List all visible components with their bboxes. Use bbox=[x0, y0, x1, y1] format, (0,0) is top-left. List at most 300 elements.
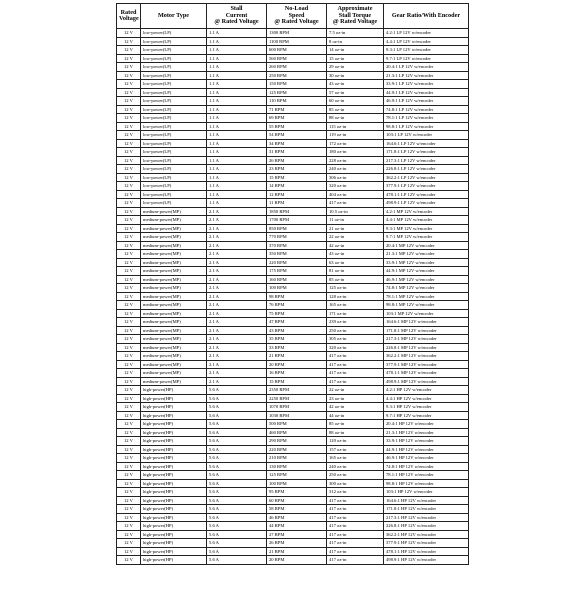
cell-motor-type: high-power(HP) bbox=[141, 437, 207, 446]
header-row bbox=[117, 4, 469, 29]
cell-rated-voltage: 12 V bbox=[117, 403, 141, 412]
cell-gear-ratio: 4.2:1 HP 12V w/encoder bbox=[384, 386, 469, 395]
cell-rated-voltage: 12 V bbox=[117, 258, 141, 267]
cell-gear-ratio: 46.9:1 LP 12V w/encoder bbox=[384, 97, 469, 106]
table-row bbox=[117, 173, 469, 182]
table-row bbox=[117, 360, 469, 369]
cell-stall-current: 2.1 A bbox=[207, 207, 267, 216]
table-row bbox=[117, 29, 469, 38]
header-stall-torque: Approximate Stall Torque @ Rated Voltage bbox=[327, 4, 384, 29]
cell-motor-type: high-power(HP) bbox=[141, 530, 207, 539]
cell-rated-voltage: 12 V bbox=[117, 377, 141, 386]
cell-no-load-speed: 1700 RPM bbox=[267, 216, 327, 225]
cell-rated-voltage: 12 V bbox=[117, 105, 141, 114]
cell-stall-torque: 417 oz-in bbox=[327, 539, 384, 548]
cell-rated-voltage: 12 V bbox=[117, 114, 141, 123]
table-row bbox=[117, 97, 469, 106]
cell-stall-torque: 128 oz-in bbox=[327, 292, 384, 301]
cell-stall-torque: 228 oz-in bbox=[327, 156, 384, 165]
cell-rated-voltage: 12 V bbox=[117, 488, 141, 497]
cell-stall-torque: 8 oz-in bbox=[327, 37, 384, 46]
cell-stall-current: 1.1 A bbox=[207, 29, 267, 38]
cell-no-load-speed: 370 RPM bbox=[267, 241, 327, 250]
cell-rated-voltage: 12 V bbox=[117, 369, 141, 378]
cell-stall-current: 5.6 A bbox=[207, 454, 267, 463]
cell-stall-torque: 240 oz-in bbox=[327, 165, 384, 174]
cell-motor-type: high-power(HP) bbox=[141, 428, 207, 437]
cell-no-load-speed: 500 RPM bbox=[267, 420, 327, 429]
cell-rated-voltage: 12 V bbox=[117, 547, 141, 556]
table-row bbox=[117, 556, 469, 565]
cell-stall-torque: 30 oz-in bbox=[327, 71, 384, 80]
cell-stall-torque: 306 oz-in bbox=[327, 173, 384, 182]
cell-no-load-speed: 125 RPM bbox=[267, 88, 327, 97]
table-row bbox=[117, 190, 469, 199]
cell-stall-torque: 172 oz-in bbox=[327, 139, 384, 148]
cell-no-load-speed: 210 RPM bbox=[267, 454, 327, 463]
cell-motor-type: high-power(HP) bbox=[141, 547, 207, 556]
cell-motor-type: high-power(HP) bbox=[141, 522, 207, 531]
cell-motor-type: medium-power(MP) bbox=[141, 258, 207, 267]
cell-gear-ratio: 44.9:1 HP 12V w/encoder bbox=[384, 445, 469, 454]
table-row bbox=[117, 513, 469, 522]
cell-stall-current: 1.1 A bbox=[207, 122, 267, 131]
cell-gear-ratio: 164.6:1 HP 12V w/encoder bbox=[384, 496, 469, 505]
cell-stall-torque: 57 oz-in bbox=[327, 88, 384, 97]
cell-stall-torque: 42 oz-in bbox=[327, 241, 384, 250]
cell-stall-torque: 88 oz-in bbox=[327, 114, 384, 123]
cell-gear-ratio: 171.8:1 HP 12V w/encoder bbox=[384, 505, 469, 514]
cell-no-load-speed: 100 RPM bbox=[267, 479, 327, 488]
cell-motor-type: medium-power(MP) bbox=[141, 233, 207, 242]
cell-gear-ratio: 98.8:1 LP 12V w/encoder bbox=[384, 122, 469, 131]
cell-motor-type: high-power(HP) bbox=[141, 488, 207, 497]
cell-rated-voltage: 12 V bbox=[117, 437, 141, 446]
cell-stall-torque: 119 oz-in bbox=[327, 131, 384, 140]
cell-gear-ratio: 377.9:1 HP 12V w/encoder bbox=[384, 539, 469, 548]
cell-stall-torque: 125 oz-in bbox=[327, 284, 384, 293]
cell-motor-type: medium-power(MP) bbox=[141, 326, 207, 335]
cell-stall-current: 2.1 A bbox=[207, 352, 267, 361]
table-row bbox=[117, 343, 469, 352]
cell-gear-ratio: 33.9:1 HP 12V w/encoder bbox=[384, 437, 469, 446]
header-no-load-speed: No-Load Speed @ Rated Voltage bbox=[267, 4, 327, 29]
cell-gear-ratio: 98.8:1 HP 12V w/encoder bbox=[384, 479, 469, 488]
cell-rated-voltage: 12 V bbox=[117, 318, 141, 327]
table-row bbox=[117, 530, 469, 539]
cell-gear-ratio: 171.8:1 LP 12V w/encoder bbox=[384, 148, 469, 157]
cell-gear-ratio: 226.8:1 MP 12V w/encoder bbox=[384, 343, 469, 352]
cell-rated-voltage: 12 V bbox=[117, 292, 141, 301]
cell-motor-type: low-power(LP) bbox=[141, 63, 207, 72]
cell-gear-ratio: 33.9:1 LP 12V w/encoder bbox=[384, 80, 469, 89]
table-row bbox=[117, 105, 469, 114]
cell-stall-current: 2.1 A bbox=[207, 326, 267, 335]
cell-rated-voltage: 12 V bbox=[117, 250, 141, 259]
cell-stall-torque: 15 oz-in bbox=[327, 54, 384, 63]
cell-no-load-speed: 16 RPM bbox=[267, 369, 327, 378]
cell-motor-type: high-power(HP) bbox=[141, 403, 207, 412]
cell-rated-voltage: 12 V bbox=[117, 131, 141, 140]
cell-stall-current: 5.6 A bbox=[207, 496, 267, 505]
cell-stall-current: 1.1 A bbox=[207, 105, 267, 114]
cell-rated-voltage: 12 V bbox=[117, 216, 141, 225]
table-header bbox=[117, 4, 469, 29]
cell-stall-current: 5.6 A bbox=[207, 403, 267, 412]
cell-no-load-speed: 175 RPM bbox=[267, 267, 327, 276]
table-row bbox=[117, 369, 469, 378]
cell-rated-voltage: 12 V bbox=[117, 71, 141, 80]
motor-spec-table bbox=[116, 3, 469, 565]
cell-motor-type: medium-power(MP) bbox=[141, 318, 207, 327]
cell-stall-torque: 115 oz-in bbox=[327, 122, 384, 131]
cell-rated-voltage: 12 V bbox=[117, 29, 141, 38]
cell-stall-current: 2.1 A bbox=[207, 275, 267, 284]
table-row bbox=[117, 326, 469, 335]
cell-motor-type: medium-power(MP) bbox=[141, 207, 207, 216]
cell-motor-type: medium-power(MP) bbox=[141, 284, 207, 293]
cell-stall-torque: 165 oz-in bbox=[327, 301, 384, 310]
cell-no-load-speed: 2350 RPM bbox=[267, 386, 327, 395]
cell-motor-type: low-power(LP) bbox=[141, 80, 207, 89]
cell-gear-ratio: 498.9:1 MP 12V w/encoder bbox=[384, 377, 469, 386]
table-row bbox=[117, 420, 469, 429]
cell-stall-current: 2.1 A bbox=[207, 301, 267, 310]
cell-motor-type: low-power(LP) bbox=[141, 148, 207, 157]
cell-gear-ratio: 20.4:1 MP 12V w/encoder bbox=[384, 241, 469, 250]
cell-rated-voltage: 12 V bbox=[117, 97, 141, 106]
cell-gear-ratio: 9.7:1 MP 12V w/encoder bbox=[384, 233, 469, 242]
cell-stall-current: 2.1 A bbox=[207, 335, 267, 344]
cell-motor-type: low-power(LP) bbox=[141, 97, 207, 106]
cell-stall-current: 5.6 A bbox=[207, 471, 267, 480]
cell-no-load-speed: 350 RPM bbox=[267, 250, 327, 259]
cell-no-load-speed: 220 RPM bbox=[267, 445, 327, 454]
cell-stall-current: 1.1 A bbox=[207, 97, 267, 106]
table-row bbox=[117, 46, 469, 55]
table-row bbox=[117, 216, 469, 225]
motor-spec-sheet bbox=[116, 3, 468, 565]
cell-motor-type: medium-power(MP) bbox=[141, 292, 207, 301]
cell-stall-torque: 42 oz-in bbox=[327, 403, 384, 412]
table-row bbox=[117, 496, 469, 505]
table-row bbox=[117, 233, 469, 242]
cell-no-load-speed: 150 RPM bbox=[267, 80, 327, 89]
cell-no-load-speed: 98 RPM bbox=[267, 292, 327, 301]
cell-motor-type: low-power(LP) bbox=[141, 190, 207, 199]
cell-stall-current: 1.1 A bbox=[207, 63, 267, 72]
header-gear-ratio: Gear Ratio/With Encoder bbox=[384, 4, 469, 29]
cell-gear-ratio: 74.8:1 LP 12V w/encoder bbox=[384, 105, 469, 114]
cell-stall-torque: 171 oz-in bbox=[327, 309, 384, 318]
cell-gear-ratio: 33.9:1 MP 12V w/encoder bbox=[384, 258, 469, 267]
cell-motor-type: medium-power(MP) bbox=[141, 377, 207, 386]
cell-no-load-speed: 26 RPM bbox=[267, 156, 327, 165]
table-row bbox=[117, 479, 469, 488]
cell-gear-ratio: 9.3:1 LP 12V w/encoder bbox=[384, 46, 469, 55]
cell-no-load-speed: 600 RPM bbox=[267, 46, 327, 55]
table-row bbox=[117, 148, 469, 157]
cell-stall-current: 2.1 A bbox=[207, 292, 267, 301]
table-row bbox=[117, 88, 469, 97]
cell-rated-voltage: 12 V bbox=[117, 335, 141, 344]
cell-motor-type: high-power(HP) bbox=[141, 454, 207, 463]
cell-stall-torque: 180 oz-in bbox=[327, 148, 384, 157]
cell-stall-torque: 85 oz-in bbox=[327, 105, 384, 114]
cell-no-load-speed: 44 RPM bbox=[267, 522, 327, 531]
table-row bbox=[117, 224, 469, 233]
cell-stall-torque: 417 oz-in bbox=[327, 547, 384, 556]
cell-stall-current: 2.1 A bbox=[207, 267, 267, 276]
cell-rated-voltage: 12 V bbox=[117, 139, 141, 148]
cell-stall-torque: 417 oz-in bbox=[327, 377, 384, 386]
cell-gear-ratio: 226.8:1 HP 12V w/encoder bbox=[384, 522, 469, 531]
cell-motor-type: low-power(LP) bbox=[141, 46, 207, 55]
cell-stall-torque: 85 oz-in bbox=[327, 275, 384, 284]
cell-motor-type: low-power(LP) bbox=[141, 105, 207, 114]
cell-motor-type: low-power(LP) bbox=[141, 88, 207, 97]
table-row bbox=[117, 241, 469, 250]
cell-rated-voltage: 12 V bbox=[117, 454, 141, 463]
cell-motor-type: low-power(LP) bbox=[141, 29, 207, 38]
cell-gear-ratio: 9.3:1 MP 12V w/encoder bbox=[384, 224, 469, 233]
cell-no-load-speed: 71 RPM bbox=[267, 105, 327, 114]
cell-stall-torque: 165 oz-in bbox=[327, 454, 384, 463]
cell-rated-voltage: 12 V bbox=[117, 530, 141, 539]
cell-no-load-speed: 290 RPM bbox=[267, 437, 327, 446]
table-row bbox=[117, 258, 469, 267]
cell-rated-voltage: 12 V bbox=[117, 182, 141, 191]
cell-stall-torque: 88 oz-in bbox=[327, 428, 384, 437]
table-row bbox=[117, 114, 469, 123]
table-row bbox=[117, 267, 469, 276]
cell-motor-type: high-power(HP) bbox=[141, 411, 207, 420]
cell-gear-ratio: 74.8:1 HP 12V w/encoder bbox=[384, 462, 469, 471]
cell-rated-voltage: 12 V bbox=[117, 386, 141, 395]
cell-gear-ratio: 4.4:1 HP 12V w/encoder bbox=[384, 394, 469, 403]
cell-stall-current: 5.6 A bbox=[207, 539, 267, 548]
cell-stall-current: 2.1 A bbox=[207, 309, 267, 318]
cell-stall-current: 1.1 A bbox=[207, 46, 267, 55]
cell-stall-torque: 250 oz-in bbox=[327, 471, 384, 480]
cell-stall-current: 2.1 A bbox=[207, 284, 267, 293]
cell-no-load-speed: 34 RPM bbox=[267, 139, 327, 148]
cell-stall-current: 5.6 A bbox=[207, 530, 267, 539]
table-row bbox=[117, 471, 469, 480]
cell-rated-voltage: 12 V bbox=[117, 80, 141, 89]
cell-no-load-speed: 75 RPM bbox=[267, 309, 327, 318]
cell-motor-type: low-power(LP) bbox=[141, 131, 207, 140]
cell-stall-current: 5.6 A bbox=[207, 556, 267, 565]
cell-no-load-speed: 125 RPM bbox=[267, 471, 327, 480]
cell-gear-ratio: 478.1:1 MP 12V w/encoder bbox=[384, 369, 469, 378]
table-row bbox=[117, 547, 469, 556]
cell-gear-ratio: 78.1:1 LP 12V w/encoder bbox=[384, 114, 469, 123]
cell-rated-voltage: 12 V bbox=[117, 190, 141, 199]
cell-no-load-speed: 12 RPM bbox=[267, 190, 327, 199]
cell-gear-ratio: 44.9:1 LP 12V w/encoder bbox=[384, 88, 469, 97]
cell-gear-ratio: 478.1:1 HP 12V w/encoder bbox=[384, 547, 469, 556]
table-row bbox=[117, 352, 469, 361]
table-row bbox=[117, 156, 469, 165]
cell-no-load-speed: 15 RPM bbox=[267, 377, 327, 386]
cell-gear-ratio: 78.1:1 MP 12V w/encoder bbox=[384, 292, 469, 301]
cell-gear-ratio: 4.2:1 LP 12V w/encoder bbox=[384, 29, 469, 38]
cell-gear-ratio: 164.6:1 LP 12V w/encoder bbox=[384, 139, 469, 148]
cell-stall-torque: 60 oz-in bbox=[327, 97, 384, 106]
cell-no-load-speed: 60 RPM bbox=[267, 496, 327, 505]
cell-stall-current: 1.1 A bbox=[207, 80, 267, 89]
cell-gear-ratio: 362.2:1 HP 12V w/encoder bbox=[384, 530, 469, 539]
cell-stall-current: 2.1 A bbox=[207, 233, 267, 242]
cell-rated-voltage: 12 V bbox=[117, 522, 141, 531]
cell-no-load-speed: 47 RPM bbox=[267, 318, 327, 327]
cell-stall-torque: 22 oz-in bbox=[327, 233, 384, 242]
table-row bbox=[117, 488, 469, 497]
cell-stall-current: 5.6 A bbox=[207, 479, 267, 488]
cell-stall-torque: 10.5 oz-in bbox=[327, 207, 384, 216]
cell-stall-torque: 417 oz-in bbox=[327, 556, 384, 565]
table-row bbox=[117, 292, 469, 301]
cell-motor-type: high-power(HP) bbox=[141, 420, 207, 429]
cell-no-load-speed: 1300 RPM bbox=[267, 29, 327, 38]
table-row bbox=[117, 122, 469, 131]
cell-stall-torque: 417 oz-in bbox=[327, 530, 384, 539]
cell-stall-current: 5.6 A bbox=[207, 437, 267, 446]
header-stall-current: Stall Current @ Rated Voltage bbox=[207, 4, 267, 29]
cell-gear-ratio: 4.4:1 MP 12V w/encoder bbox=[384, 216, 469, 225]
cell-stall-torque: 22 oz-in bbox=[327, 386, 384, 395]
cell-stall-current: 5.6 A bbox=[207, 428, 267, 437]
cell-no-load-speed: 27 RPM bbox=[267, 530, 327, 539]
cell-motor-type: low-power(LP) bbox=[141, 139, 207, 148]
cell-stall-torque: 14 oz-in bbox=[327, 46, 384, 55]
cell-rated-voltage: 12 V bbox=[117, 148, 141, 157]
cell-gear-ratio: 46.9:1 HP 12V w/encoder bbox=[384, 454, 469, 463]
cell-gear-ratio: 9.3:1 HP 12V w/encoder bbox=[384, 403, 469, 412]
table-row bbox=[117, 199, 469, 208]
cell-no-load-speed: 23 RPM bbox=[267, 165, 327, 174]
cell-no-load-speed: 35 RPM bbox=[267, 335, 327, 344]
cell-gear-ratio: 171.8:1 MP 12V w/encoder bbox=[384, 326, 469, 335]
table-row bbox=[117, 505, 469, 514]
cell-gear-ratio: 217.3:1 LP 12V w/encoder bbox=[384, 156, 469, 165]
cell-stall-torque: 417 oz-in bbox=[327, 522, 384, 531]
cell-gear-ratio: 74.8:1 MP 12V w/encoder bbox=[384, 284, 469, 293]
table-row bbox=[117, 386, 469, 395]
cell-stall-current: 5.6 A bbox=[207, 386, 267, 395]
cell-rated-voltage: 12 V bbox=[117, 207, 141, 216]
cell-stall-torque: 43 oz-in bbox=[327, 80, 384, 89]
cell-gear-ratio: 46.9:1 MP 12V w/encoder bbox=[384, 275, 469, 284]
cell-rated-voltage: 12 V bbox=[117, 360, 141, 369]
cell-motor-type: low-power(LP) bbox=[141, 156, 207, 165]
cell-gear-ratio: 103:1 MP 12V w/encoder bbox=[384, 309, 469, 318]
cell-motor-type: medium-power(MP) bbox=[141, 369, 207, 378]
cell-rated-voltage: 12 V bbox=[117, 224, 141, 233]
cell-motor-type: high-power(HP) bbox=[141, 505, 207, 514]
cell-motor-type: medium-power(MP) bbox=[141, 309, 207, 318]
cell-motor-type: medium-power(MP) bbox=[141, 241, 207, 250]
table-row bbox=[117, 165, 469, 174]
cell-gear-ratio: 4.4:1 LP 12V w/encoder bbox=[384, 37, 469, 46]
cell-stall-torque: 63 oz-in bbox=[327, 258, 384, 267]
cell-no-load-speed: 1100 RPM bbox=[267, 37, 327, 46]
cell-rated-voltage: 12 V bbox=[117, 343, 141, 352]
cell-stall-current: 1.1 A bbox=[207, 88, 267, 97]
cell-stall-current: 1.1 A bbox=[207, 173, 267, 182]
cell-stall-torque: 417 oz-in bbox=[327, 199, 384, 208]
cell-gear-ratio: 217.3:1 MP 12V w/encoder bbox=[384, 335, 469, 344]
cell-no-load-speed: 1030 RPM bbox=[267, 411, 327, 420]
table-row bbox=[117, 139, 469, 148]
cell-rated-voltage: 12 V bbox=[117, 241, 141, 250]
cell-stall-current: 1.1 A bbox=[207, 190, 267, 199]
cell-stall-current: 1.1 A bbox=[207, 148, 267, 157]
cell-rated-voltage: 12 V bbox=[117, 267, 141, 276]
cell-rated-voltage: 12 V bbox=[117, 496, 141, 505]
cell-no-load-speed: 1070 RPM bbox=[267, 403, 327, 412]
cell-no-load-speed: 15 RPM bbox=[267, 173, 327, 182]
cell-stall-current: 2.1 A bbox=[207, 224, 267, 233]
cell-stall-current: 1.1 A bbox=[207, 54, 267, 63]
cell-gear-ratio: 9.7:1 HP 12V w/encoder bbox=[384, 411, 469, 420]
table-row bbox=[117, 63, 469, 72]
cell-motor-type: low-power(LP) bbox=[141, 122, 207, 131]
cell-motor-type: high-power(HP) bbox=[141, 394, 207, 403]
cell-rated-voltage: 12 V bbox=[117, 326, 141, 335]
cell-stall-torque: 417 oz-in bbox=[327, 352, 384, 361]
cell-motor-type: low-power(LP) bbox=[141, 182, 207, 191]
cell-stall-current: 5.6 A bbox=[207, 420, 267, 429]
table-row bbox=[117, 462, 469, 471]
cell-rated-voltage: 12 V bbox=[117, 352, 141, 361]
cell-no-load-speed: 160 RPM bbox=[267, 275, 327, 284]
cell-gear-ratio: 20.4:1 LP 12V w/encoder bbox=[384, 63, 469, 72]
table-row bbox=[117, 377, 469, 386]
cell-motor-type: low-power(LP) bbox=[141, 114, 207, 123]
table-row bbox=[117, 131, 469, 140]
table-row bbox=[117, 403, 469, 412]
cell-motor-type: high-power(HP) bbox=[141, 386, 207, 395]
cell-stall-current: 2.1 A bbox=[207, 216, 267, 225]
header-rated-voltage: Rated Voltage bbox=[117, 4, 141, 29]
cell-motor-type: low-power(LP) bbox=[141, 165, 207, 174]
table-body bbox=[117, 29, 469, 565]
cell-rated-voltage: 12 V bbox=[117, 275, 141, 284]
cell-no-load-speed: 14 RPM bbox=[267, 182, 327, 191]
cell-stall-torque: 417 oz-in bbox=[327, 369, 384, 378]
cell-motor-type: medium-power(MP) bbox=[141, 301, 207, 310]
cell-stall-current: 5.6 A bbox=[207, 513, 267, 522]
cell-motor-type: medium-power(MP) bbox=[141, 267, 207, 276]
cell-stall-current: 5.6 A bbox=[207, 462, 267, 471]
cell-stall-torque: 417 oz-in bbox=[327, 505, 384, 514]
cell-rated-voltage: 12 V bbox=[117, 505, 141, 514]
cell-rated-voltage: 12 V bbox=[117, 301, 141, 310]
cell-no-load-speed: 26 RPM bbox=[267, 539, 327, 548]
table-row bbox=[117, 80, 469, 89]
cell-motor-type: low-power(LP) bbox=[141, 54, 207, 63]
cell-stall-current: 2.1 A bbox=[207, 258, 267, 267]
table-row bbox=[117, 182, 469, 191]
table-row bbox=[117, 207, 469, 216]
cell-no-load-speed: 130 RPM bbox=[267, 462, 327, 471]
cell-stall-torque: 157 oz-in bbox=[327, 445, 384, 454]
cell-no-load-speed: 58 RPM bbox=[267, 505, 327, 514]
cell-rated-voltage: 12 V bbox=[117, 471, 141, 480]
cell-stall-current: 5.6 A bbox=[207, 411, 267, 420]
